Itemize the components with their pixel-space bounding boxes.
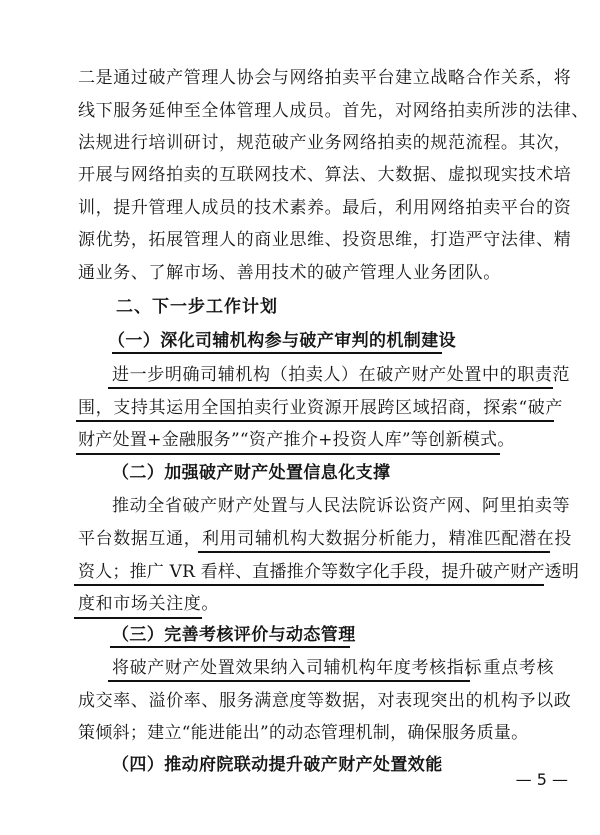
paragraph-line: 财产处置+金融服务”“资产推介+投资人库”等创新模式。 (78, 430, 515, 450)
paragraph-line: 通业务、了解市场、善用技术的破产管理人业务团队。 (78, 263, 501, 283)
handwritten-underline (76, 420, 554, 422)
handwritten-underline (198, 551, 550, 553)
paragraph-line: 成交率、溢价率、服务满意度等数据，对表现突出的机构予以政 (78, 691, 572, 711)
subsection-heading-3: （三）完善考核评价与动态管理 (112, 625, 356, 645)
paragraph-line: 推动全省破产财产处置与人民法院诉讼资产网、阿里拍卖等 (112, 496, 571, 516)
subsection-heading-1: （一）深化司辅机构参与破产审判的机制建设 (108, 331, 456, 351)
paragraph-line: 源优势，拓展管理人的商业思维、投资思维，打造严守法律、精 (78, 230, 572, 250)
paragraph-line: 训，提升管理人成员的技术素养。最后，利用网络拍卖平台的资 (78, 198, 572, 218)
subsection-heading-4: （四）推动府院联动提升破产财产处置效能 (112, 755, 443, 775)
page-number: — 5 — (515, 770, 568, 789)
handwritten-underline (108, 387, 553, 389)
paragraph-line: 将破产财产处置效果纳入司辅机构年度考核指标 ，重点考核 (112, 658, 555, 678)
handwritten-underline (112, 352, 442, 354)
section-heading: 二、下一步工作计划 (116, 297, 278, 317)
handwritten-underline (76, 453, 500, 455)
handwritten-underline (108, 680, 470, 682)
paragraph-line: 二是通过破产管理人协会与网络拍卖平台建立战略合作关系，将 (78, 68, 572, 88)
paragraph-line: 资人；推广 VR 看样、直播推介等数字化手段，提升破产财产透明 (78, 562, 580, 582)
subsection-heading-2: （二）加强破产财产处置信息化支撑 (112, 463, 391, 483)
paragraph-line: 法规进行培训研讨，规范破产业务网络拍卖的规范流程。其次， (78, 133, 572, 153)
paragraph-line: 策倾斜；建立“能进能出”的动态管理机制，确保服务质量。 (78, 723, 529, 743)
paragraph-line: 进一步明确司辅机构（拍卖人）在破产财产处置中的职责范 (112, 365, 571, 385)
handwritten-underline (74, 617, 202, 619)
handwritten-underline (110, 646, 350, 648)
paragraph-line: 线下服务延伸至全体管理人成员。首先，对网络拍卖所涉的法律、 (78, 101, 589, 121)
paragraph-line: 度和市场关注度。 (78, 594, 219, 614)
paragraph-line: 围，支持其运用全国拍卖行业资源开展跨区域招商，探索“破产 (78, 398, 564, 418)
paragraph-line: 平台数据互通， 利用司辅机构大数据分析能力，精准匹配潜在投 (78, 529, 573, 549)
handwritten-underline (74, 584, 544, 586)
paragraph-line: 开展与网络拍卖的互联网技术、算法、大数据、虚拟现实技术培 (78, 165, 572, 185)
